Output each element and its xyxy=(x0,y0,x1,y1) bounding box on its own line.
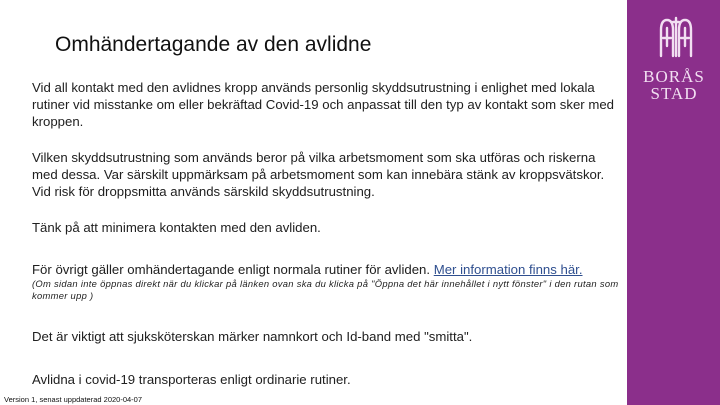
boras-stad-emblem-icon xyxy=(657,16,695,58)
page-title: Omhändertagande av den avlidne xyxy=(55,33,372,56)
version-footer: Version 1, senast uppdaterad 2020-04-07 xyxy=(4,395,143,404)
brand-side-band xyxy=(627,0,720,405)
logo-text-boras: BORÅS xyxy=(643,67,705,86)
link-help-note: (Om sidan inte öppnas direkt när du klickar på länken ovan ska du klicka på "Öppna det här innehållet i nytt fönster" i den rutan som kommer upp ) xyxy=(32,278,619,301)
more-info-link[interactable]: Mer information finns här. xyxy=(433,262,583,277)
paragraph-work-tasks: Vilken skyddsutrustning som används beror på vilka arbetsmoment som ska utföras och riskerna med dessa. Var särskilt uppmärksam på arbetsmoment som kan innebära stänk av kroppsvätskor. Vid risk för droppsmitta används särskild skyddsutrustning. xyxy=(32,150,605,199)
paragraph-routines xyxy=(32,261,622,278)
paragraph-marking: Det är viktigt att sjuksköterskan märker namnkort och Id-band med "smitta". xyxy=(32,329,473,344)
logo-text-stad: STAD xyxy=(650,84,698,103)
paragraph-transport: Avlidna i covid-19 transporteras enligt ordinarie rutiner. xyxy=(32,372,351,387)
routine-text: För övrigt gäller omhändertagande enligt normala rutiner för avliden. xyxy=(32,262,431,277)
paragraph-minimize-contact: Tänk på att minimera kontakten med den avliden. xyxy=(32,220,321,235)
paragraph-protective-equipment: Vid all kontakt med den avlidnes kropp används personlig skyddsutrustning i enlighet med lokala rutiner vid misstanke om eller bekräftad Covid-19 och anpassat till den typ av kontakt som sker med kroppen. xyxy=(32,80,614,129)
